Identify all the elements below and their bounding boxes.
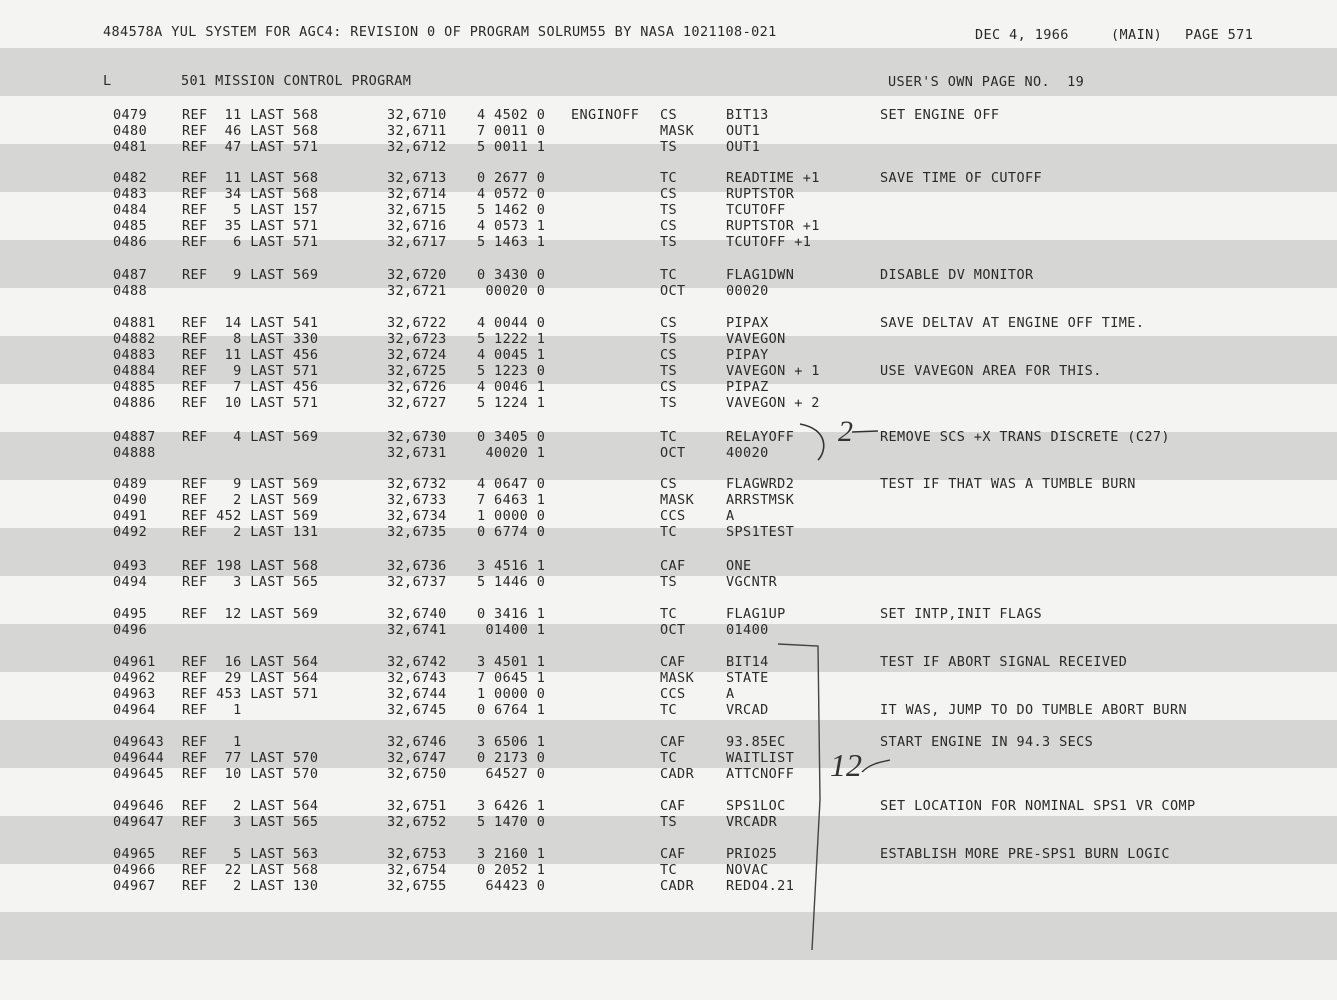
row-line: 04883: [113, 347, 156, 363]
row-code: 1 0000 0: [477, 686, 546, 702]
row-comment: SAVE DELTAV AT ENGINE OFF TIME.: [880, 315, 1145, 331]
row-op: CS: [660, 379, 678, 395]
row-operand: ATTCNOFF: [726, 766, 795, 782]
row-addr: 32,6713: [387, 170, 447, 186]
row-addr: 32,6727: [387, 395, 447, 411]
row-line: 04964: [113, 702, 156, 718]
row-addr: 32,6730: [387, 429, 447, 445]
row-code: 0 3405 0: [477, 429, 546, 445]
row-line: 0484: [113, 202, 148, 218]
row-line: 049645: [113, 766, 165, 782]
row-comment: DISABLE DV MONITOR: [880, 267, 1034, 283]
row-line: 0495: [113, 606, 148, 622]
row-code: 3 4516 1: [477, 558, 546, 574]
row-operand: RUPTSTOR: [726, 186, 795, 202]
row-operand: BIT13: [726, 107, 769, 123]
row-code: 3 6506 1: [477, 734, 546, 750]
row-addr: 32,6740: [387, 606, 447, 622]
row-comment: IT WAS, JUMP TO DO TUMBLE ABORT BURN: [880, 702, 1187, 718]
row-op: MASK: [660, 492, 695, 508]
row-code: 1 0000 0: [477, 508, 546, 524]
row-comment: SAVE TIME OF CUTOFF: [880, 170, 1043, 186]
row-code: 5 1224 1: [477, 395, 546, 411]
row-line: 04961: [113, 654, 156, 670]
row-code: 4 0573 1: [477, 218, 546, 234]
row-addr: 32,6720: [387, 267, 447, 283]
row-ref: REF 46 LAST 568: [182, 123, 319, 139]
row-line: 04887: [113, 429, 156, 445]
row-line: 049647: [113, 814, 165, 830]
row-addr: 32,6722: [387, 315, 447, 331]
row-line: 0490: [113, 492, 148, 508]
row-addr: 32,6721: [387, 283, 447, 299]
row-operand: TCUTOFF +1: [726, 234, 812, 250]
row-addr: 32,6734: [387, 508, 447, 524]
row-line: 04881: [113, 315, 156, 331]
row-op: TS: [660, 139, 678, 155]
row-op: TS: [660, 814, 678, 830]
row-ref: REF 3 LAST 565: [182, 814, 319, 830]
row-addr: 32,6726: [387, 379, 447, 395]
row-operand: NOVAC: [726, 862, 769, 878]
row-line: 049644: [113, 750, 165, 766]
row-code: 3 6426 1: [477, 798, 546, 814]
row-ref: REF 3 LAST 565: [182, 574, 319, 590]
row-op: TC: [660, 862, 678, 878]
row-ref: REF 12 LAST 569: [182, 606, 319, 622]
listing-section: (MAIN): [1111, 27, 1163, 43]
row-operand: 93.85EC: [726, 734, 786, 750]
row-operand: PRIO25: [726, 846, 778, 862]
row-line: 04885: [113, 379, 156, 395]
row-operand: SPS1TEST: [726, 524, 795, 540]
row-code: 5 1223 0: [477, 363, 546, 379]
page-number: PAGE 571: [1185, 27, 1254, 43]
row-addr: 32,6752: [387, 814, 447, 830]
handwritten-note-2: 2: [838, 415, 853, 448]
row-line: 0480: [113, 123, 148, 139]
row-addr: 32,6732: [387, 476, 447, 492]
row-op: CAF: [660, 734, 686, 750]
row-code: 0 3430 0: [477, 267, 546, 283]
row-operand: FLAG1DWN: [726, 267, 795, 283]
row-op: TC: [660, 606, 678, 622]
row-comment: TEST IF THAT WAS A TUMBLE BURN: [880, 476, 1136, 492]
row-ref: REF 77 LAST 570: [182, 750, 319, 766]
row-addr: 32,6751: [387, 798, 447, 814]
row-operand: STATE: [726, 670, 769, 686]
row-addr: 32,6737: [387, 574, 447, 590]
row-operand: OUT1: [726, 139, 761, 155]
row-ref: REF 2 LAST 131: [182, 524, 319, 540]
row-operand: TCUTOFF: [726, 202, 786, 218]
row-operand: FLAG1UP: [726, 606, 786, 622]
row-code: 5 1463 1: [477, 234, 546, 250]
row-addr: 32,6733: [387, 492, 447, 508]
row-comment: USE VAVEGON AREA FOR THIS.: [880, 363, 1102, 379]
row-ref: REF 10 LAST 571: [182, 395, 319, 411]
row-operand: VAVEGON: [726, 331, 786, 347]
row-line: 04882: [113, 331, 156, 347]
row-op: TC: [660, 170, 678, 186]
row-line: 04966: [113, 862, 156, 878]
row-op: CADR: [660, 766, 695, 782]
row-comment: START ENGINE IN 94.3 SECS: [880, 734, 1094, 750]
row-ref: REF 6 LAST 571: [182, 234, 319, 250]
row-code: 4 0572 0: [477, 186, 546, 202]
row-operand: PIPAY: [726, 347, 769, 363]
row-ref: REF 8 LAST 330: [182, 331, 319, 347]
row-op: TS: [660, 202, 678, 218]
row-op: CS: [660, 107, 678, 123]
row-addr: 32,6716: [387, 218, 447, 234]
row-operand: 00020: [726, 283, 769, 299]
row-code: 5 0011 1: [477, 139, 546, 155]
listing-title: 484578A YUL SYSTEM FOR AGC4: REVISION 0 OF PROGRAM SOLRUM55 BY NASA 1021108-021: [103, 24, 777, 40]
row-line: 0485: [113, 218, 148, 234]
row-addr: 32,6712: [387, 139, 447, 155]
row-line: 049646: [113, 798, 165, 814]
row-ref: REF 14 LAST 541: [182, 315, 319, 331]
row-code: 01400 1: [477, 622, 546, 638]
row-operand: PIPAZ: [726, 379, 769, 395]
row-addr: 32,6715: [387, 202, 447, 218]
row-ref: REF 5 LAST 563: [182, 846, 319, 862]
row-line: 04962: [113, 670, 156, 686]
row-line: 0491: [113, 508, 148, 524]
row-ref: REF 47 LAST 571: [182, 139, 319, 155]
row-op: CS: [660, 218, 678, 234]
row-op: MASK: [660, 123, 695, 139]
row-op: CS: [660, 315, 678, 331]
row-op: CS: [660, 476, 678, 492]
row-addr: 32,6744: [387, 686, 447, 702]
row-comment: ESTABLISH MORE PRE-SPS1 BURN LOGIC: [880, 846, 1170, 862]
row-line: 04963: [113, 686, 156, 702]
row-op: TC: [660, 524, 678, 540]
vertical-bracket: [778, 644, 820, 950]
row-addr: 32,6753: [387, 846, 447, 862]
row-operand: VAVEGON + 2: [726, 395, 820, 411]
row-addr: 32,6714: [387, 186, 447, 202]
row-ref: REF 35 LAST 571: [182, 218, 319, 234]
row-code: 5 1222 1: [477, 331, 546, 347]
row-op: CADR: [660, 878, 695, 894]
row-operand: VRCAD: [726, 702, 769, 718]
row-addr: 32,6736: [387, 558, 447, 574]
row-addr: 32,6754: [387, 862, 447, 878]
row-addr: 32,6755: [387, 878, 447, 894]
note-underline: [862, 760, 890, 772]
row-operand: 40020: [726, 445, 769, 461]
row-line: 04967: [113, 878, 156, 894]
row-op: CS: [660, 347, 678, 363]
row-addr: 32,6717: [387, 234, 447, 250]
row-code: 0 2052 1: [477, 862, 546, 878]
row-line: 049643: [113, 734, 165, 750]
row-operand: VGCNTR: [726, 574, 778, 590]
row-ref: REF 9 LAST 569: [182, 476, 319, 492]
row-operand: RUPTSTOR +1: [726, 218, 820, 234]
row-line: 0487: [113, 267, 148, 283]
row-op: CCS: [660, 508, 686, 524]
program-name: 501 MISSION CONTROL PROGRAM: [181, 73, 412, 89]
row-op: TC: [660, 267, 678, 283]
row-line: 04884: [113, 363, 156, 379]
row-code: 4 4502 0: [477, 107, 546, 123]
row-addr: 32,6710: [387, 107, 447, 123]
row-ref: REF 198 LAST 568: [182, 558, 319, 574]
row-addr: 32,6743: [387, 670, 447, 686]
row-code: 0 6774 0: [477, 524, 546, 540]
row-operand: ARRSTMSK: [726, 492, 795, 508]
row-operand: WAITLIST: [726, 750, 795, 766]
row-code: 3 4501 1: [477, 654, 546, 670]
row-code: 4 0647 0: [477, 476, 546, 492]
row-line: 0489: [113, 476, 148, 492]
row-op: OCT: [660, 622, 686, 638]
row-addr: 32,6750: [387, 766, 447, 782]
row-addr: 32,6723: [387, 331, 447, 347]
row-code: 4 0045 1: [477, 347, 546, 363]
row-op: CCS: [660, 686, 686, 702]
row-code: 7 0011 0: [477, 123, 546, 139]
row-addr: 32,6731: [387, 445, 447, 461]
row-operand: VRCADR: [726, 814, 778, 830]
user-page-number: USER'S OWN PAGE NO. 19: [888, 74, 1085, 90]
row-code: 5 1446 0: [477, 574, 546, 590]
row-ref: REF 11 LAST 568: [182, 170, 319, 186]
row-ref: REF 10 LAST 570: [182, 766, 319, 782]
row-ref: REF 9 LAST 569: [182, 267, 319, 283]
row-operand: 01400: [726, 622, 769, 638]
row-line: 0488: [113, 283, 148, 299]
row-line: 0494: [113, 574, 148, 590]
row-code: 0 2173 0: [477, 750, 546, 766]
row-operand: SPS1LOC: [726, 798, 786, 814]
row-line: 0481: [113, 139, 148, 155]
row-line: 0492: [113, 524, 148, 540]
row-ref: REF 1: [182, 702, 242, 718]
row-addr: 32,6724: [387, 347, 447, 363]
row-operand: READTIME +1: [726, 170, 820, 186]
row-op: CAF: [660, 654, 686, 670]
bracket-mark: [800, 424, 824, 460]
row-code: 40020 1: [477, 445, 546, 461]
row-addr: 32,6725: [387, 363, 447, 379]
row-op: CAF: [660, 558, 686, 574]
row-op: TC: [660, 702, 678, 718]
row-op: TC: [660, 750, 678, 766]
listing-date: DEC 4, 1966: [975, 27, 1069, 43]
row-code: 4 0044 0: [477, 315, 546, 331]
row-code: 64423 0: [477, 878, 546, 894]
row-ref: REF 4 LAST 569: [182, 429, 319, 445]
row-line: 04888: [113, 445, 156, 461]
row-op: CAF: [660, 846, 686, 862]
row-code: 7 0645 1: [477, 670, 546, 686]
row-operand: BIT14: [726, 654, 769, 670]
row-ref: REF 34 LAST 568: [182, 186, 319, 202]
arrow-stroke: [852, 431, 878, 432]
row-ref: REF 453 LAST 571: [182, 686, 319, 702]
row-comment: SET ENGINE OFF: [880, 107, 1000, 123]
row-code: 0 2677 0: [477, 170, 546, 186]
row-ref: REF 22 LAST 568: [182, 862, 319, 878]
row-addr: 32,6741: [387, 622, 447, 638]
row-code: 00020 0: [477, 283, 546, 299]
row-label: ENGINOFF: [571, 107, 640, 123]
row-op: TS: [660, 234, 678, 250]
row-ref: REF 29 LAST 564: [182, 670, 319, 686]
row-code: 4 0046 1: [477, 379, 546, 395]
row-ref: REF 2 LAST 564: [182, 798, 319, 814]
row-op: CAF: [660, 798, 686, 814]
row-line: 0479: [113, 107, 148, 123]
row-code: 7 6463 1: [477, 492, 546, 508]
row-line: 0496: [113, 622, 148, 638]
line-marker: L: [103, 73, 112, 89]
row-line: 0482: [113, 170, 148, 186]
row-operand: A: [726, 508, 735, 524]
row-ref: REF 5 LAST 157: [182, 202, 319, 218]
row-operand: A: [726, 686, 735, 702]
row-addr: 32,6745: [387, 702, 447, 718]
row-op: TC: [660, 429, 678, 445]
row-code: 0 6764 1: [477, 702, 546, 718]
row-ref: REF 2 LAST 569: [182, 492, 319, 508]
row-addr: 32,6746: [387, 734, 447, 750]
row-operand: VAVEGON + 1: [726, 363, 820, 379]
row-code: 5 1470 0: [477, 814, 546, 830]
row-addr: 32,6735: [387, 524, 447, 540]
row-addr: 32,6711: [387, 123, 447, 139]
row-ref: REF 11 LAST 456: [182, 347, 319, 363]
row-ref: REF 11 LAST 568: [182, 107, 319, 123]
row-op: OCT: [660, 283, 686, 299]
row-op: TS: [660, 363, 678, 379]
row-operand: RELAYOFF: [726, 429, 795, 445]
row-operand: REDO4.21: [726, 878, 795, 894]
row-ref: REF 7 LAST 456: [182, 379, 319, 395]
row-comment: REMOVE SCS +X TRANS DISCRETE (C27): [880, 429, 1170, 445]
row-ref: REF 16 LAST 564: [182, 654, 319, 670]
row-code: 0 3416 1: [477, 606, 546, 622]
row-addr: 32,6742: [387, 654, 447, 670]
row-ref: REF 9 LAST 571: [182, 363, 319, 379]
row-code: 5 1462 0: [477, 202, 546, 218]
row-line: 0483: [113, 186, 148, 202]
row-op: CS: [660, 186, 678, 202]
row-operand: PIPAX: [726, 315, 769, 331]
row-ref: REF 2 LAST 130: [182, 878, 319, 894]
row-operand: FLAGWRD2: [726, 476, 795, 492]
row-line: 04965: [113, 846, 156, 862]
handwritten-note-12: 12: [830, 747, 862, 783]
row-comment: SET LOCATION FOR NOMINAL SPS1 VR COMP: [880, 798, 1196, 814]
row-comment: SET INTP,INIT FLAGS: [880, 606, 1043, 622]
row-op: TS: [660, 331, 678, 347]
row-op: TS: [660, 395, 678, 411]
row-code: 3 2160 1: [477, 846, 546, 862]
row-op: OCT: [660, 445, 686, 461]
row-ref: REF 452 LAST 569: [182, 508, 319, 524]
row-line: 04886: [113, 395, 156, 411]
row-addr: 32,6747: [387, 750, 447, 766]
row-line: 0493: [113, 558, 148, 574]
row-code: 64527 0: [477, 766, 546, 782]
row-comment: TEST IF ABORT SIGNAL RECEIVED: [880, 654, 1128, 670]
row-op: MASK: [660, 670, 695, 686]
row-line: 0486: [113, 234, 148, 250]
row-op: TS: [660, 574, 678, 590]
row-ref: REF 1: [182, 734, 242, 750]
row-operand: OUT1: [726, 123, 761, 139]
row-operand: ONE: [726, 558, 752, 574]
